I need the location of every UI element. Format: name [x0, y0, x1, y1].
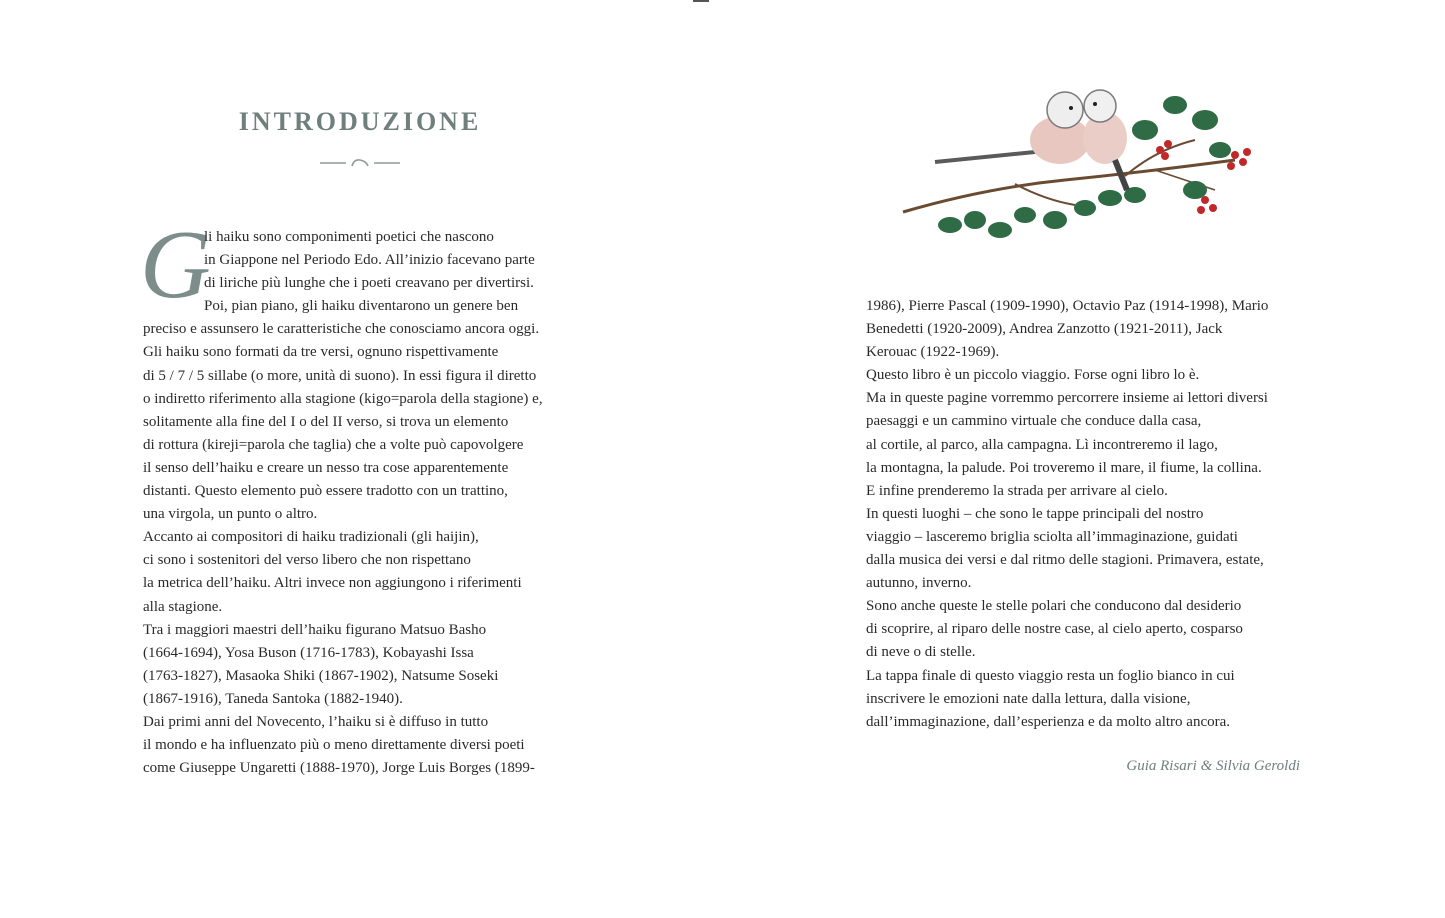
text-line: il senso dell’haiku e creare un nesso tra cose apparentemente [143, 459, 509, 476]
text-line: Sono anche queste le stelle polari che conducono dal desiderio [866, 598, 1242, 615]
left-text-column [143, 226, 543, 780]
text-line: una virgola, un punto o altro. [143, 506, 318, 523]
text-line: di 5 / 7 / 5 sillabe (o more, unità di suono). In essi figura il diretto [143, 367, 537, 384]
text-line: paesaggi e un cammino virtuale che conduce dalla casa, [866, 413, 1202, 430]
text-line: solitamente alla fine del I o del II verso, si trova un elemento [143, 413, 509, 430]
text-line: inscrivere le emozioni nate dalla lettura, dalla visione, [866, 690, 1191, 707]
right-text-column [866, 295, 1268, 734]
authors-signature: Guia Risari & Silvia Geroldi [1126, 758, 1300, 774]
text-line: in Giappone nel Periodo Edo. All’inizio facevano parte [204, 252, 535, 269]
text-line: Benedetti (1920-2009), Andrea Zanzotto (1921-2011), Jack [866, 321, 1223, 338]
text-line: o indiretto riferimento alla stagione (kigo=parola della stagione) e, [143, 390, 543, 407]
birds-on-branch-illustration [895, 80, 1265, 250]
text-line: Dai primi anni del Novecento, l’haiku si è diffuso in tutto [143, 713, 489, 730]
text-line: di rottura (kireji=parola che taglia) che a volte può capovolgere [143, 436, 524, 453]
drop-cap: G [140, 211, 211, 319]
text-line: distanti. Questo elemento può essere tradotto con un trattino, [143, 483, 508, 500]
text-line: (1763-1827), Masaoka Shiki (1867-1902), Natsume Soseki [143, 667, 499, 684]
text-line: come Giuseppe Ungaretti (1888-1970), Jorge Luis Borges (1899- [143, 760, 535, 777]
text-line: alla stagione. [143, 598, 223, 615]
text-line: 1986), Pierre Pascal (1909-1990), Octavio Paz (1914-1998), Mario [866, 298, 1269, 314]
text-line: Tra i maggiori maestri dell’haiku figurano Matsuo Basho [143, 621, 487, 638]
text-line: di scoprire, al riparo delle nostre case, al cielo aperto, cosparso [866, 621, 1243, 638]
text-line: preciso e assunsero le caratteristiche che conosciamo ancora oggi. [143, 321, 540, 338]
text-line: Kerouac (1922-1969). [866, 344, 1000, 361]
text-line: E infine prenderemo la strada per arrivare al cielo. [866, 482, 1168, 499]
text-line: il mondo e ha influenzato più o meno direttamente diversi poeti [143, 737, 525, 754]
text-line: In questi luoghi – che sono le tappe principali del nostro [866, 505, 1204, 522]
text-line: la montagna, la palude. Poi troveremo il mare, il fiume, la collina. [866, 459, 1262, 476]
text-line: al cortile, al parco, alla campagna. Lì incontreremo il lago, [866, 436, 1218, 453]
chapter-title: INTRODUZIONE [238, 107, 482, 136]
text-line: di liriche più lunghe che i poeti creavano per divertirsi. [204, 275, 534, 292]
text-line: Questo libro è un piccolo viaggio. Forse ogni libro lo è. [866, 367, 1200, 384]
title-ornament [318, 155, 402, 171]
text-line: Accanto ai compositori di haiku tradizionali (gli haijin), [143, 529, 479, 546]
text-line: ci sono i sostenitori del verso libero che non rispettano [143, 552, 471, 569]
text-line: viaggio – lasceremo briglia sciolta all’immaginazione, guidati [866, 528, 1238, 545]
text-line: La tappa finale di questo viaggio resta un foglio bianco in cui [866, 667, 1235, 684]
text-line: Poi, pian piano, gli haiku diventarono un genere ben [204, 298, 519, 315]
text-line: (1867-1916), Taneda Santoka (1882-1940). [143, 690, 403, 707]
text-line: la metrica dell’haiku. Altri invece non aggiungono i riferimenti [143, 575, 522, 592]
text-line: Gli haiku sono formati da tre versi, ognuno rispettivamente [143, 344, 499, 361]
text-line: autunno, inverno. [866, 575, 972, 592]
text-line: di neve o di stelle. [866, 644, 976, 661]
text-line: dalla musica dei versi e dal ritmo delle stagioni. Primavera, estate, [866, 552, 1264, 569]
text-line: li haiku sono componimenti poetici che nascono [204, 229, 494, 245]
page-top-mark [693, 0, 709, 2]
text-line: (1664-1694), Yosa Buson (1716-1783), Kobayashi Issa [143, 644, 474, 661]
text-line: dall’immaginazione, dall’esperienza e da molto altro ancora. [866, 713, 1231, 730]
text-line: Ma in queste pagine vorremmo percorrere insieme ai lettori diversi [866, 390, 1268, 407]
